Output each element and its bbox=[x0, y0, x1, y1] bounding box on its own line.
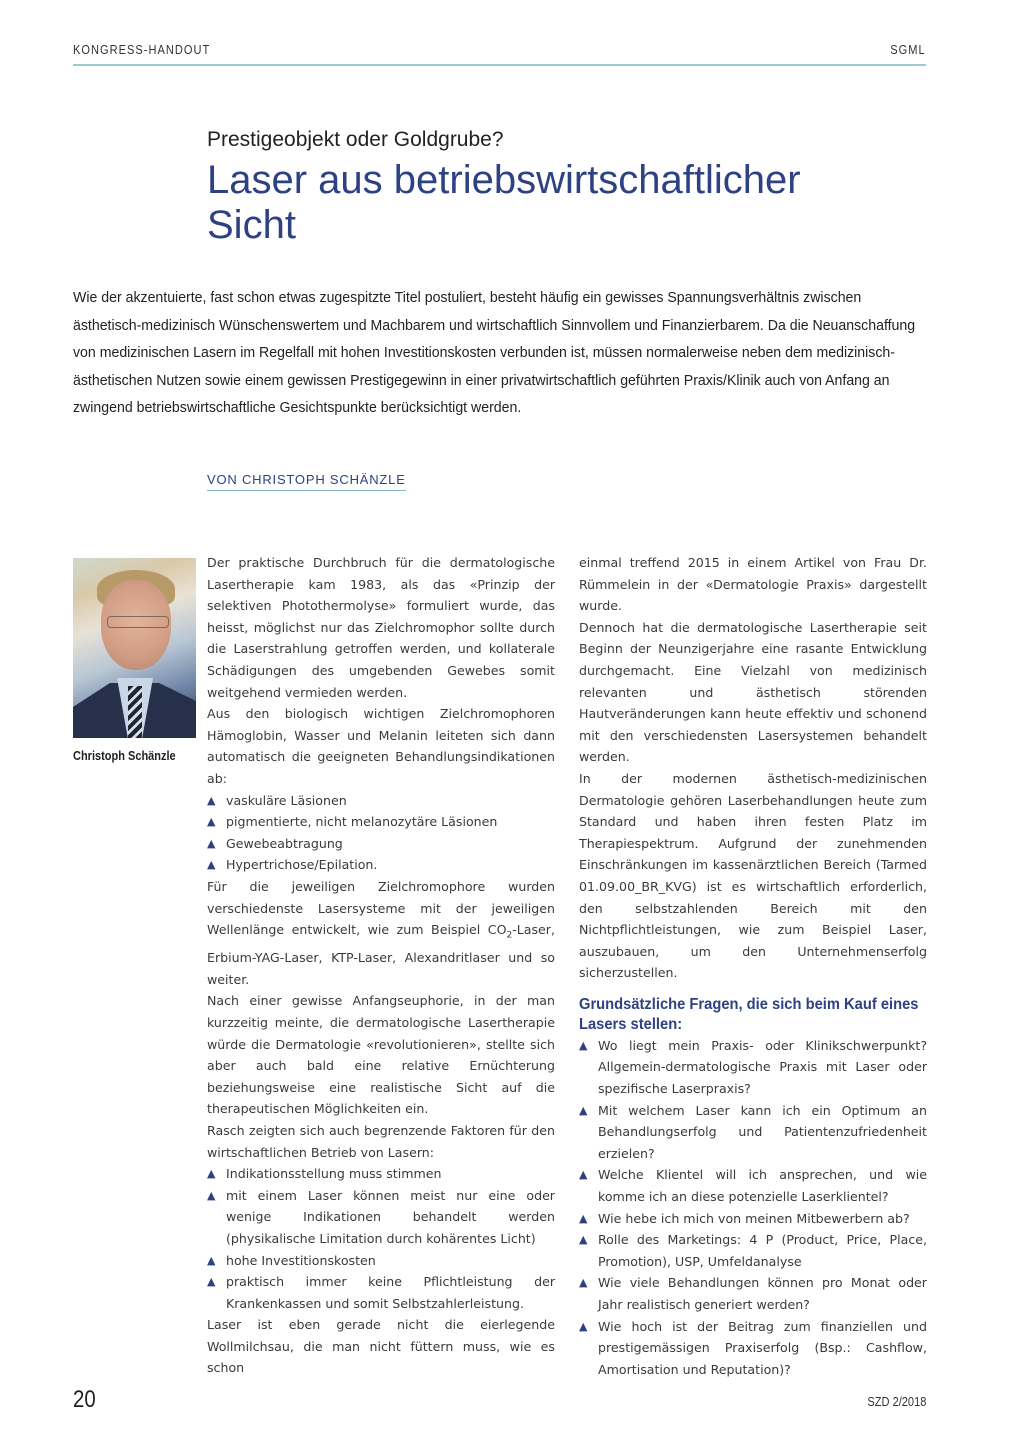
author-photo bbox=[73, 558, 196, 738]
list-item: ▲ mit einem Laser können meist nur eine oder wenige Indikationen behandelt werden (physikalische Limitation durch kohärentes Licht) bbox=[207, 1185, 555, 1250]
photo-caption: Christoph Schänzle bbox=[73, 749, 176, 763]
paragraph: Nach einer gewisse Anfangseuphorie, in der man kurzzeitig meinte, die dermatologische Lasertherapie würde die Dermatologie «revolutionieren», stellte sich aber auch bald eine relative Ernüchterung beziehungsweise eine realistische Sicht auf die therapeutischen Möglichkeiten ein. bbox=[207, 993, 555, 1117]
page-number: 20 bbox=[73, 1386, 96, 1413]
running-header bbox=[73, 42, 926, 66]
list-item: ▲ Wie viele Behandlungen können pro Monat oder Jahr realistisch generiert werden? bbox=[579, 1272, 927, 1315]
text-column-2 bbox=[579, 552, 927, 1380]
list-item: ▲ Welche Klientel will ich ansprechen, und wie komme ich an diese potenzielle Laserklientel? bbox=[579, 1164, 927, 1207]
paragraph: Laser ist eben gerade nicht die eierlegende Wollmilchsau, die man nicht füttern muss, wie es schon bbox=[207, 1317, 555, 1376]
list-item: ▲ Mit welchem Laser kann ich ein Optimum an Behandlungserfolg und Patientenzufriedenheit erzielen? bbox=[579, 1100, 927, 1165]
triangle-bullet-icon: ▲ bbox=[579, 1103, 588, 1117]
list-item: ▲ Hypertrichose/Epilation. bbox=[207, 854, 555, 876]
triangle-bullet-icon: ▲ bbox=[579, 1168, 588, 1182]
paragraph: Für die jeweiligen Zielchromophore wurden verschiedenste Lasersysteme mit der jeweiligen Wellenlänge entwickelt, wie zum Beispiel $CO_2$-Laser, Erbium-YAG-Laser, KTP-Laser, Alexandritlaser und so weiter. bbox=[207, 878, 555, 987]
triangle-bullet-icon: ▲ bbox=[579, 1211, 588, 1225]
triangle-bullet-icon: ▲ bbox=[207, 1275, 216, 1289]
questions-list bbox=[579, 1035, 927, 1381]
limiting-factors-list bbox=[207, 1163, 555, 1314]
triangle-bullet-icon: ▲ bbox=[579, 1276, 588, 1290]
list-item: ▲ praktisch immer keine Pflichtleistung der Krankenkassen und somit Selbstzahlerleistung. bbox=[207, 1271, 555, 1314]
triangle-bullet-icon: ▲ bbox=[579, 1233, 588, 1247]
list-item: ▲ Gewebeabtragung bbox=[207, 833, 555, 855]
triangle-bullet-icon: ▲ bbox=[579, 1038, 588, 1052]
section-heading: Grundsätzliche Fragen, die sich beim Kauf eines Lasers stellen: bbox=[579, 995, 919, 1033]
paragraph: Rasch zeigten sich auch begrenzende Faktoren für den wirtschaftlichen Betrieb von Lasern: bbox=[207, 1122, 555, 1160]
indications-list bbox=[207, 790, 555, 876]
title-line-1: Laser aus betriebswirtschaftlicher bbox=[207, 158, 801, 202]
list-item: ▲ hohe Investitionskosten bbox=[207, 1250, 555, 1272]
triangle-bullet-icon: ▲ bbox=[207, 1167, 216, 1181]
publisher-label: SGML bbox=[890, 42, 926, 57]
list-item: ▲ Wie hoch ist der Beitrag zum finanziellen und prestigemässigen Praxiserfolg (Bsp.: Cashflow, Amortisation und Reputation)? bbox=[579, 1316, 927, 1381]
photo-tie bbox=[128, 686, 142, 738]
triangle-bullet-icon: ▲ bbox=[207, 836, 216, 850]
paragraph: einmal treffend 2015 in einem Artikel von Frau Dr. Rümmelein in der «Dermatologie Praxis» dargestellt wurde. bbox=[579, 555, 927, 614]
triangle-bullet-icon: ▲ bbox=[207, 1188, 216, 1202]
list-item: ▲ Wo liegt mein Praxis- oder Klinikschwerpunkt? Allgemein-dermatologische Praxis mit Laser oder spezifische Laserpraxis? bbox=[579, 1035, 927, 1100]
list-item: ▲ Rolle des Marketings: 4 P (Product, Price, Place, Promotion), USP, Umfeldanalyse bbox=[579, 1229, 927, 1272]
title-line-2: Sicht bbox=[207, 203, 296, 247]
paragraph: Dennoch hat die dermatologische Lasertherapie seit Beginn der Neunzigerjahre eine rasante Entwicklung durchgemacht. Eine Vielzahl von medizinisch relevanten und ästhetisch störenden Hautveränderungen kann heute effektiv und schonend mit den verschiedensten Lasersystemen behandelt werden. bbox=[579, 619, 927, 765]
paragraph: Aus den biologisch wichtigen Zielchromophoren Hämoglobin, Wasser und Melanin leiteten sich dann automatisch die geeigneten Behandlungsindikationen ab: bbox=[207, 706, 555, 786]
paragraph: Der praktische Durchbruch für die dermatologische Lasertherapie kam 1983, als das «Prinzip der selektiven Photothermolyse» formuliert wurde, das heisst, möglichst nur das Zielchromophor sollte durch die Laserstrahlung getroffen werden, und kollaterale Schädigungen des umgebenden Gewebes somit weitgehend vermieden werden. bbox=[207, 555, 555, 700]
section-label: KONGRESS-HANDOUT bbox=[73, 42, 211, 57]
list-item: ▲ Wie hebe ich mich von meinen Mitbewerbern ab? bbox=[579, 1208, 927, 1230]
triangle-bullet-icon: ▲ bbox=[207, 793, 216, 807]
photo-glasses bbox=[107, 616, 169, 628]
list-item: ▲ pigmentierte, nicht melanozytäre Läsionen bbox=[207, 811, 555, 833]
article-kicker: Prestigeobjekt oder Goldgrube? bbox=[207, 128, 504, 151]
list-item: ▲ vaskuläre Läsionen bbox=[207, 790, 555, 812]
issue-label: SZD 2/2018 bbox=[867, 1394, 926, 1409]
article-title bbox=[207, 158, 907, 248]
list-item: ▲ Indikationsstellung muss stimmen bbox=[207, 1163, 555, 1185]
byline: VON CHRISTOPH SCHÄNZLE bbox=[207, 472, 406, 491]
article-lead: Wie der akzentuierte, fast schon etwas zugespitzte Titel postuliert, besteht häufig ein gewisses Spannungsverhältnis zwischen ästhetisch-medizinisch Wünschenswertem und Machbarem und wirtschaftlich Sinnvollem und Finanzierbarem. Da die Neuanschaffung von medizinischen Lasern im Regelfall mit hohen Investitionskosten verbunden ist, müssen normalerweise neben dem medizinisch-ästhetischen Nutzen sowie einem gewissen Prestigegewinn in einer privatwirtschaftlich geführten Praxis/Klinik auch von Anfang an zwingend betriebswirtschaftliche Gesichtspunkte berücksichtigt werden. bbox=[73, 289, 916, 416]
triangle-bullet-icon: ▲ bbox=[207, 815, 216, 829]
triangle-bullet-icon: ▲ bbox=[207, 858, 216, 872]
triangle-bullet-icon: ▲ bbox=[579, 1319, 588, 1333]
paragraph: In der modernen ästhetisch-medizinischen Dermatologie gehören Laserbehandlungen heute zum Standard und haben ihren festen Platz im Therapiespektrum. Aufgrund der zunehmenden Einschränkungen im kassenärztlichen Bereich (Tarmed 01.09.00_BR_KVG) ist es wirtschaftlich erforderlich, den selbstzahlenden Bereich mit den Nichtpflichtleistungen, wie zum Beispiel Laser, auszubauen, um den Unternehmenserfolg sicherzustellen. bbox=[579, 770, 927, 981]
text-column-1 bbox=[207, 552, 555, 1379]
triangle-bullet-icon: ▲ bbox=[207, 1253, 216, 1267]
